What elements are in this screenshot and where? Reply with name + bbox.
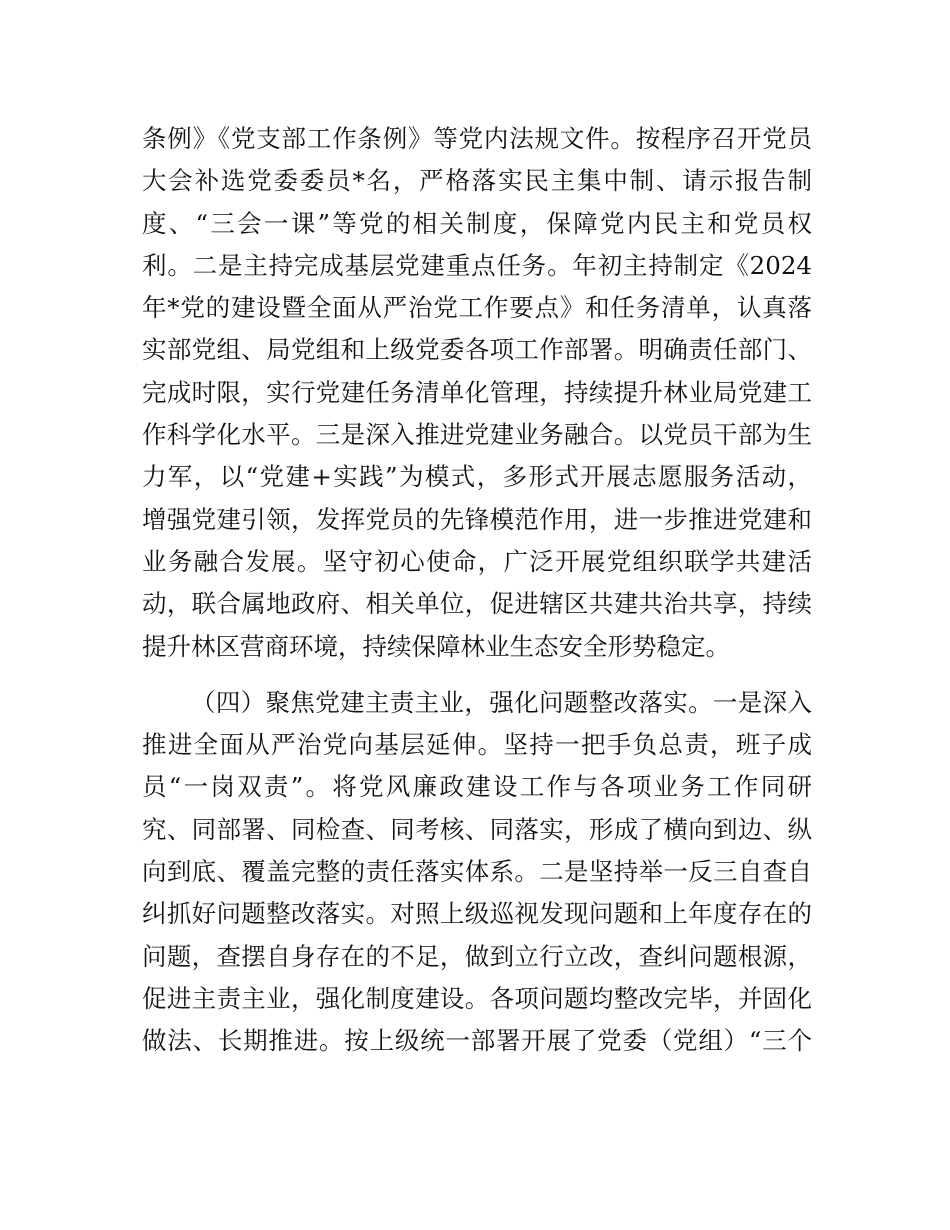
text-line: 员“一岗双责”。将党风廉政建设工作与各项业务工作同研 <box>142 772 812 802</box>
text-line: 纠抓好问题整改落实。对照上级巡视发现问题和上年度存在的 <box>142 899 812 929</box>
text-line: 度、“三会一课”等党的相关制度，保障党内民主和党员权 <box>142 208 812 238</box>
text-line: 增强党建引领，发挥党员的先锋模范作用，进一步推进党建和 <box>142 504 812 534</box>
text-line: 完成时限，实行党建任务清单化管理，持续提升林业局党建工 <box>142 377 812 407</box>
text-line: 做法、长期推进。按上级统一部署开展了党委（党组）“三个 <box>142 1026 812 1056</box>
text-line: 年*党的建设暨全面从严治党工作要点》和任务清单，认真落 <box>142 293 812 323</box>
paragraph-party-building-tasks <box>142 118 812 668</box>
document-body <box>142 118 812 1063</box>
text-line: 作科学化水平。三是深入推进党建业务融合。以党员干部为生 <box>142 420 812 450</box>
text-line: 大会补选党委委员*名，严格落实民主集中制、请示报告制 <box>142 166 812 196</box>
section-heading-line: （四）聚焦党建主责主业，强化问题整改落实。一是深入 <box>191 687 812 717</box>
text-line: 推进全面从严治党向基层延伸。坚持一把手负总责，班子成 <box>142 730 812 760</box>
text-line: 业务融合发展。坚守初心使命，广泛开展党组织联学共建活 <box>142 546 812 576</box>
text-line: 条例》《党支部工作条例》等党内法规文件。按程序召开党员 <box>142 124 812 153</box>
text-line: 实部党组、局党组和上级党委各项工作部署。明确责任部门、 <box>142 335 812 365</box>
paragraph-section-four <box>142 682 812 1063</box>
text-line: 究、同部署、同检查、同考核、同落实，形成了横向到边、纵 <box>142 814 812 844</box>
text-line: 促进主责主业，强化制度建设。各项问题均整改完毕，并固化 <box>142 983 812 1013</box>
paragraph-spacer <box>142 668 812 682</box>
text-line: 利。二是主持完成基层党建重点任务。年初主持制定《2024 <box>142 250 812 280</box>
text-line: 动，联合属地政府、相关单位，促进辖区共建共治共享，持续 <box>142 589 812 619</box>
text-line: 向到底、覆盖完整的责任落实体系。二是坚持举一反三自查自 <box>142 857 812 887</box>
text-line: 问题，查摆自身存在的不足，做到立行立改，查纠问题根源， <box>142 941 812 971</box>
text-line: 提升林区营商环境，持续保障林业生态安全形势稳定。 <box>142 631 730 661</box>
text-line: 力军，以“党建+实践”为模式，多形式开展志愿服务活动， <box>142 462 812 492</box>
